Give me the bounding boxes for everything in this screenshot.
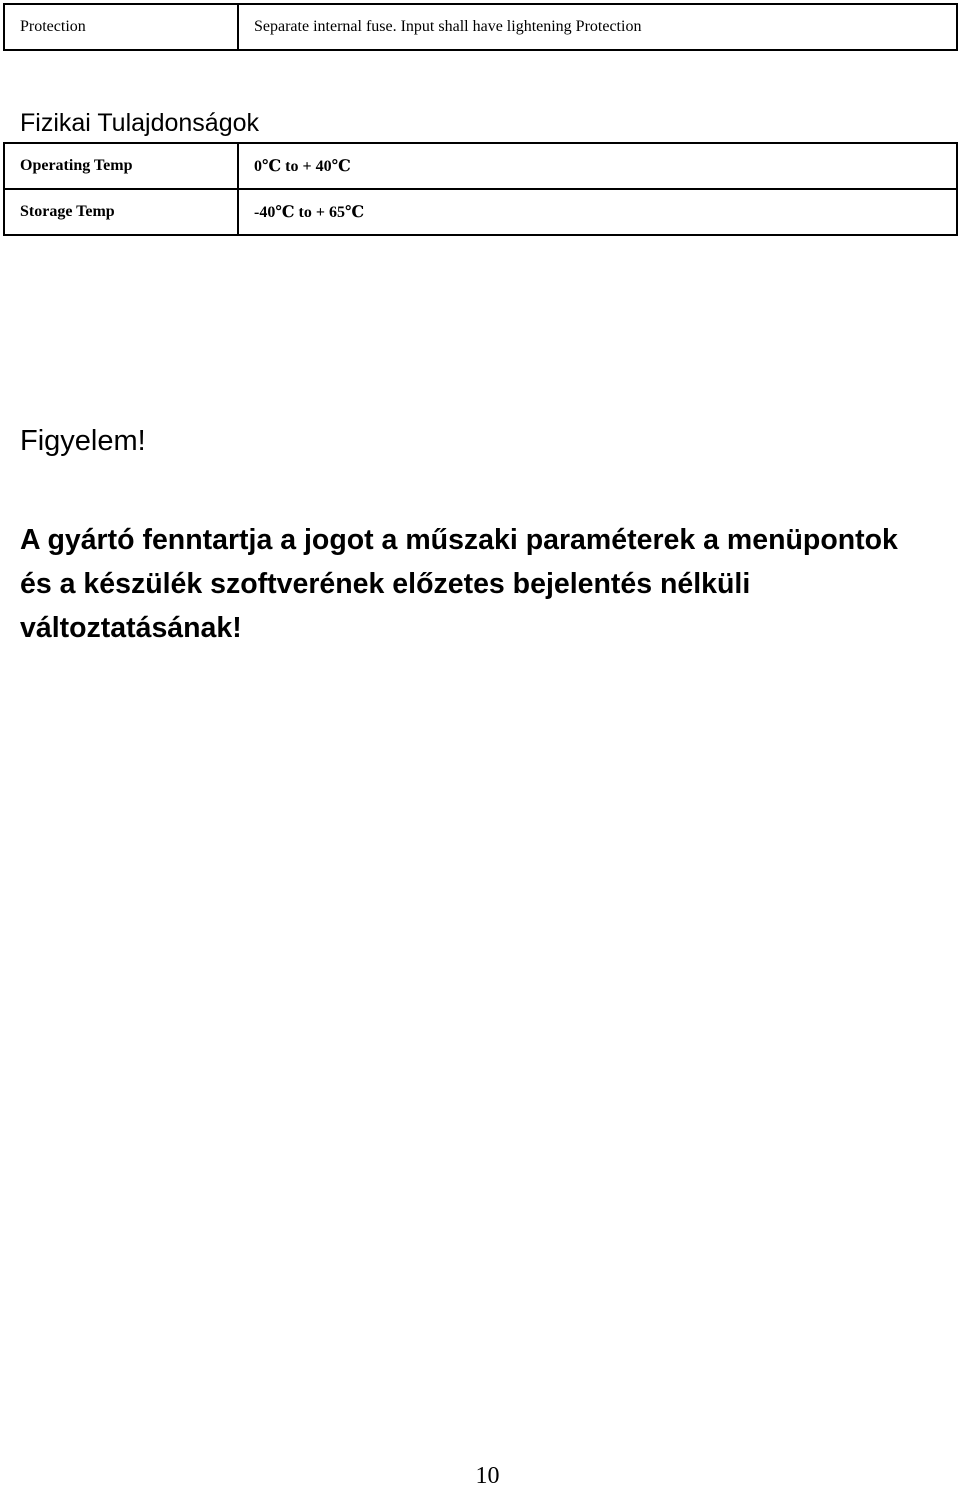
page-number: 10 — [475, 1463, 500, 1489]
physical-properties-table — [3, 142, 958, 236]
table-row — [4, 4, 957, 50]
table-row — [4, 189, 957, 235]
attention-heading: Figyelem! — [20, 425, 146, 457]
storage-temp-label: Storage Temp — [4, 189, 238, 235]
notice-line: A gyártó fenntartja a jogot a műszaki paraméterek a menüpontok — [20, 524, 898, 556]
physical-properties-heading: Fizikai Tulajdonságok — [20, 109, 260, 137]
notice-paragraph — [20, 518, 956, 650]
storage-temp-value: -40℃ to + 65℃ — [238, 189, 957, 235]
operating-temp-value: 0℃ to + 40℃ — [238, 143, 957, 189]
notice-line: változtatásának! — [20, 612, 242, 644]
protection-value: Separate internal fuse. Input shall have lightening Protection — [238, 4, 957, 50]
notice-line: és a készülék szoftverének előzetes bejelentés nélküli — [20, 568, 751, 600]
protection-label: Protection — [4, 4, 238, 50]
operating-temp-label: Operating Temp — [4, 143, 238, 189]
protection-table — [3, 3, 958, 51]
table-row — [4, 143, 957, 189]
